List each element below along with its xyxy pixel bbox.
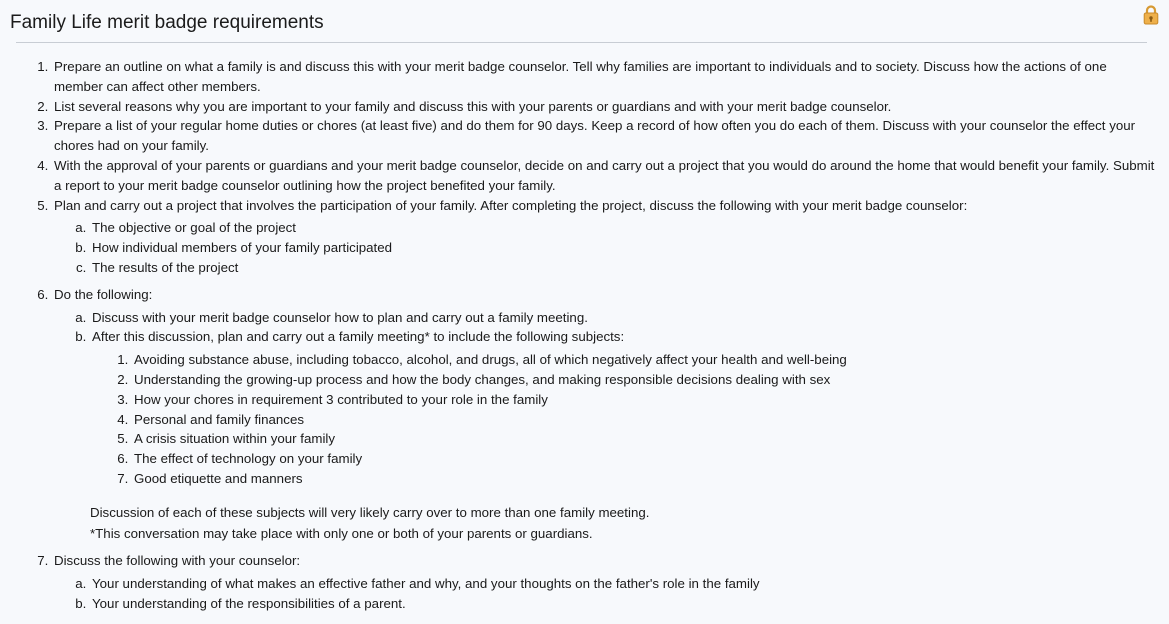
requirements-list xyxy=(10,57,1159,614)
requirement-item xyxy=(52,285,1159,552)
requirement-subitem xyxy=(90,327,1159,488)
requirement-subsubitem xyxy=(132,410,1159,430)
requirement-text: Prepare a list of your regular home duties or chores (at least five) and do them for 90 days. Keep a record of how often you do each of them. Discuss with your counselor the effect your chores had on your family. xyxy=(54,118,1136,154)
requirement-subsubtext: The effect of technology on your family xyxy=(134,451,363,467)
note-text: Discussion of each of these subjects will very likely carry over to more than one family meeting. xyxy=(90,504,650,520)
requirement-subsubtext: Good etiquette and manners xyxy=(134,470,303,486)
title-divider xyxy=(16,42,1147,43)
requirements-content xyxy=(0,49,1169,614)
requirement-item xyxy=(52,196,1159,285)
requirement-subtext: The results of the project xyxy=(92,259,239,275)
requirement-subtext: The objective or goal of the project xyxy=(92,220,297,236)
requirement-subitem xyxy=(90,308,1159,328)
requirement-sublist xyxy=(54,308,1159,489)
requirement-subitem xyxy=(90,574,1159,594)
requirement-subtext: Your understanding of the responsibilities of a parent. xyxy=(92,595,406,611)
spacer xyxy=(54,278,1159,285)
requirement-subtext: How individual members of your family participated xyxy=(92,240,393,256)
requirement-subsubtext: Personal and family finances xyxy=(134,411,304,427)
requirement-text: With the approval of your parents or guardians and your merit badge counselor, decide on and carry out a project that you would do around the home that would benefit your family. Submit a report to your merit badge counselor outlining how the project benefited your family. xyxy=(54,157,1155,193)
requirement-subsubitem xyxy=(132,469,1159,489)
requirement-subsubtext: Avoiding substance abuse, including tobacco, alcohol, and drugs, all of which negatively affect your health and well-being xyxy=(134,352,847,368)
requirement-subitem xyxy=(90,258,1159,278)
requirement-subsubtext: How your chores in requirement 3 contributed to your role in the family xyxy=(134,391,548,407)
requirement-subtext: Discuss with your merit badge counselor how to plan and carry out a family meeting. xyxy=(92,309,588,325)
requirement-subsubitem xyxy=(132,429,1159,449)
page-title: Family Life merit badge requirements xyxy=(10,12,324,33)
requirement-text: Do the following: xyxy=(54,286,153,302)
requirement-text: Plan and carry out a project that involves the participation of your family. After completing the project, discuss the following with your merit badge counselor: xyxy=(54,197,968,213)
requirement-item xyxy=(52,551,1159,613)
spacer xyxy=(54,544,1159,551)
requirement-sublist xyxy=(54,574,1159,614)
requirement-item xyxy=(52,116,1159,156)
requirement-text: Prepare an outline on what a family is and discuss this with your merit badge counselor. Tell why families are important to individuals and to society. Discuss how the actions of one member can affect other members. xyxy=(54,59,1107,94)
requirement-item xyxy=(52,156,1159,196)
requirement-subitem xyxy=(90,594,1159,614)
requirement-sublist xyxy=(54,218,1159,277)
requirement-text: List several reasons why you are important to your family and discuss this with your parents or guardians and with your merit badge counselor. xyxy=(54,98,892,114)
requirement-subsubitem xyxy=(132,449,1159,469)
requirement-item xyxy=(52,57,1159,97)
requirement-subtext: Your understanding of what makes an effective father and why, and your thoughts on the father's role in the family xyxy=(92,576,760,592)
requirement-subsubitem xyxy=(132,350,1159,370)
requirement-subitem xyxy=(90,238,1159,258)
requirement-subsubtext: Understanding the growing-up process and how the body changes, and making responsible decisions dealing with sex xyxy=(134,371,831,387)
requirement-subsubitem xyxy=(132,370,1159,390)
requirement-subsublist xyxy=(92,350,1159,489)
note-text: *This conversation may take place with only one or both of your parents or guardians. xyxy=(90,525,593,541)
requirement-subsubitem xyxy=(132,390,1159,410)
requirement-text: Discuss the following with your counselor: xyxy=(54,553,301,569)
document-header xyxy=(0,0,1169,49)
requirement-subsubtext: A crisis situation within your family xyxy=(134,431,335,447)
requirement-subtext: After this discussion, plan and carry out a family meeting* to include the following subjects: xyxy=(92,329,625,345)
requirement-subitem xyxy=(90,218,1159,238)
requirement-notes xyxy=(90,503,1159,544)
lock-icon[interactable] xyxy=(1141,4,1161,26)
requirement-item xyxy=(52,97,1159,117)
